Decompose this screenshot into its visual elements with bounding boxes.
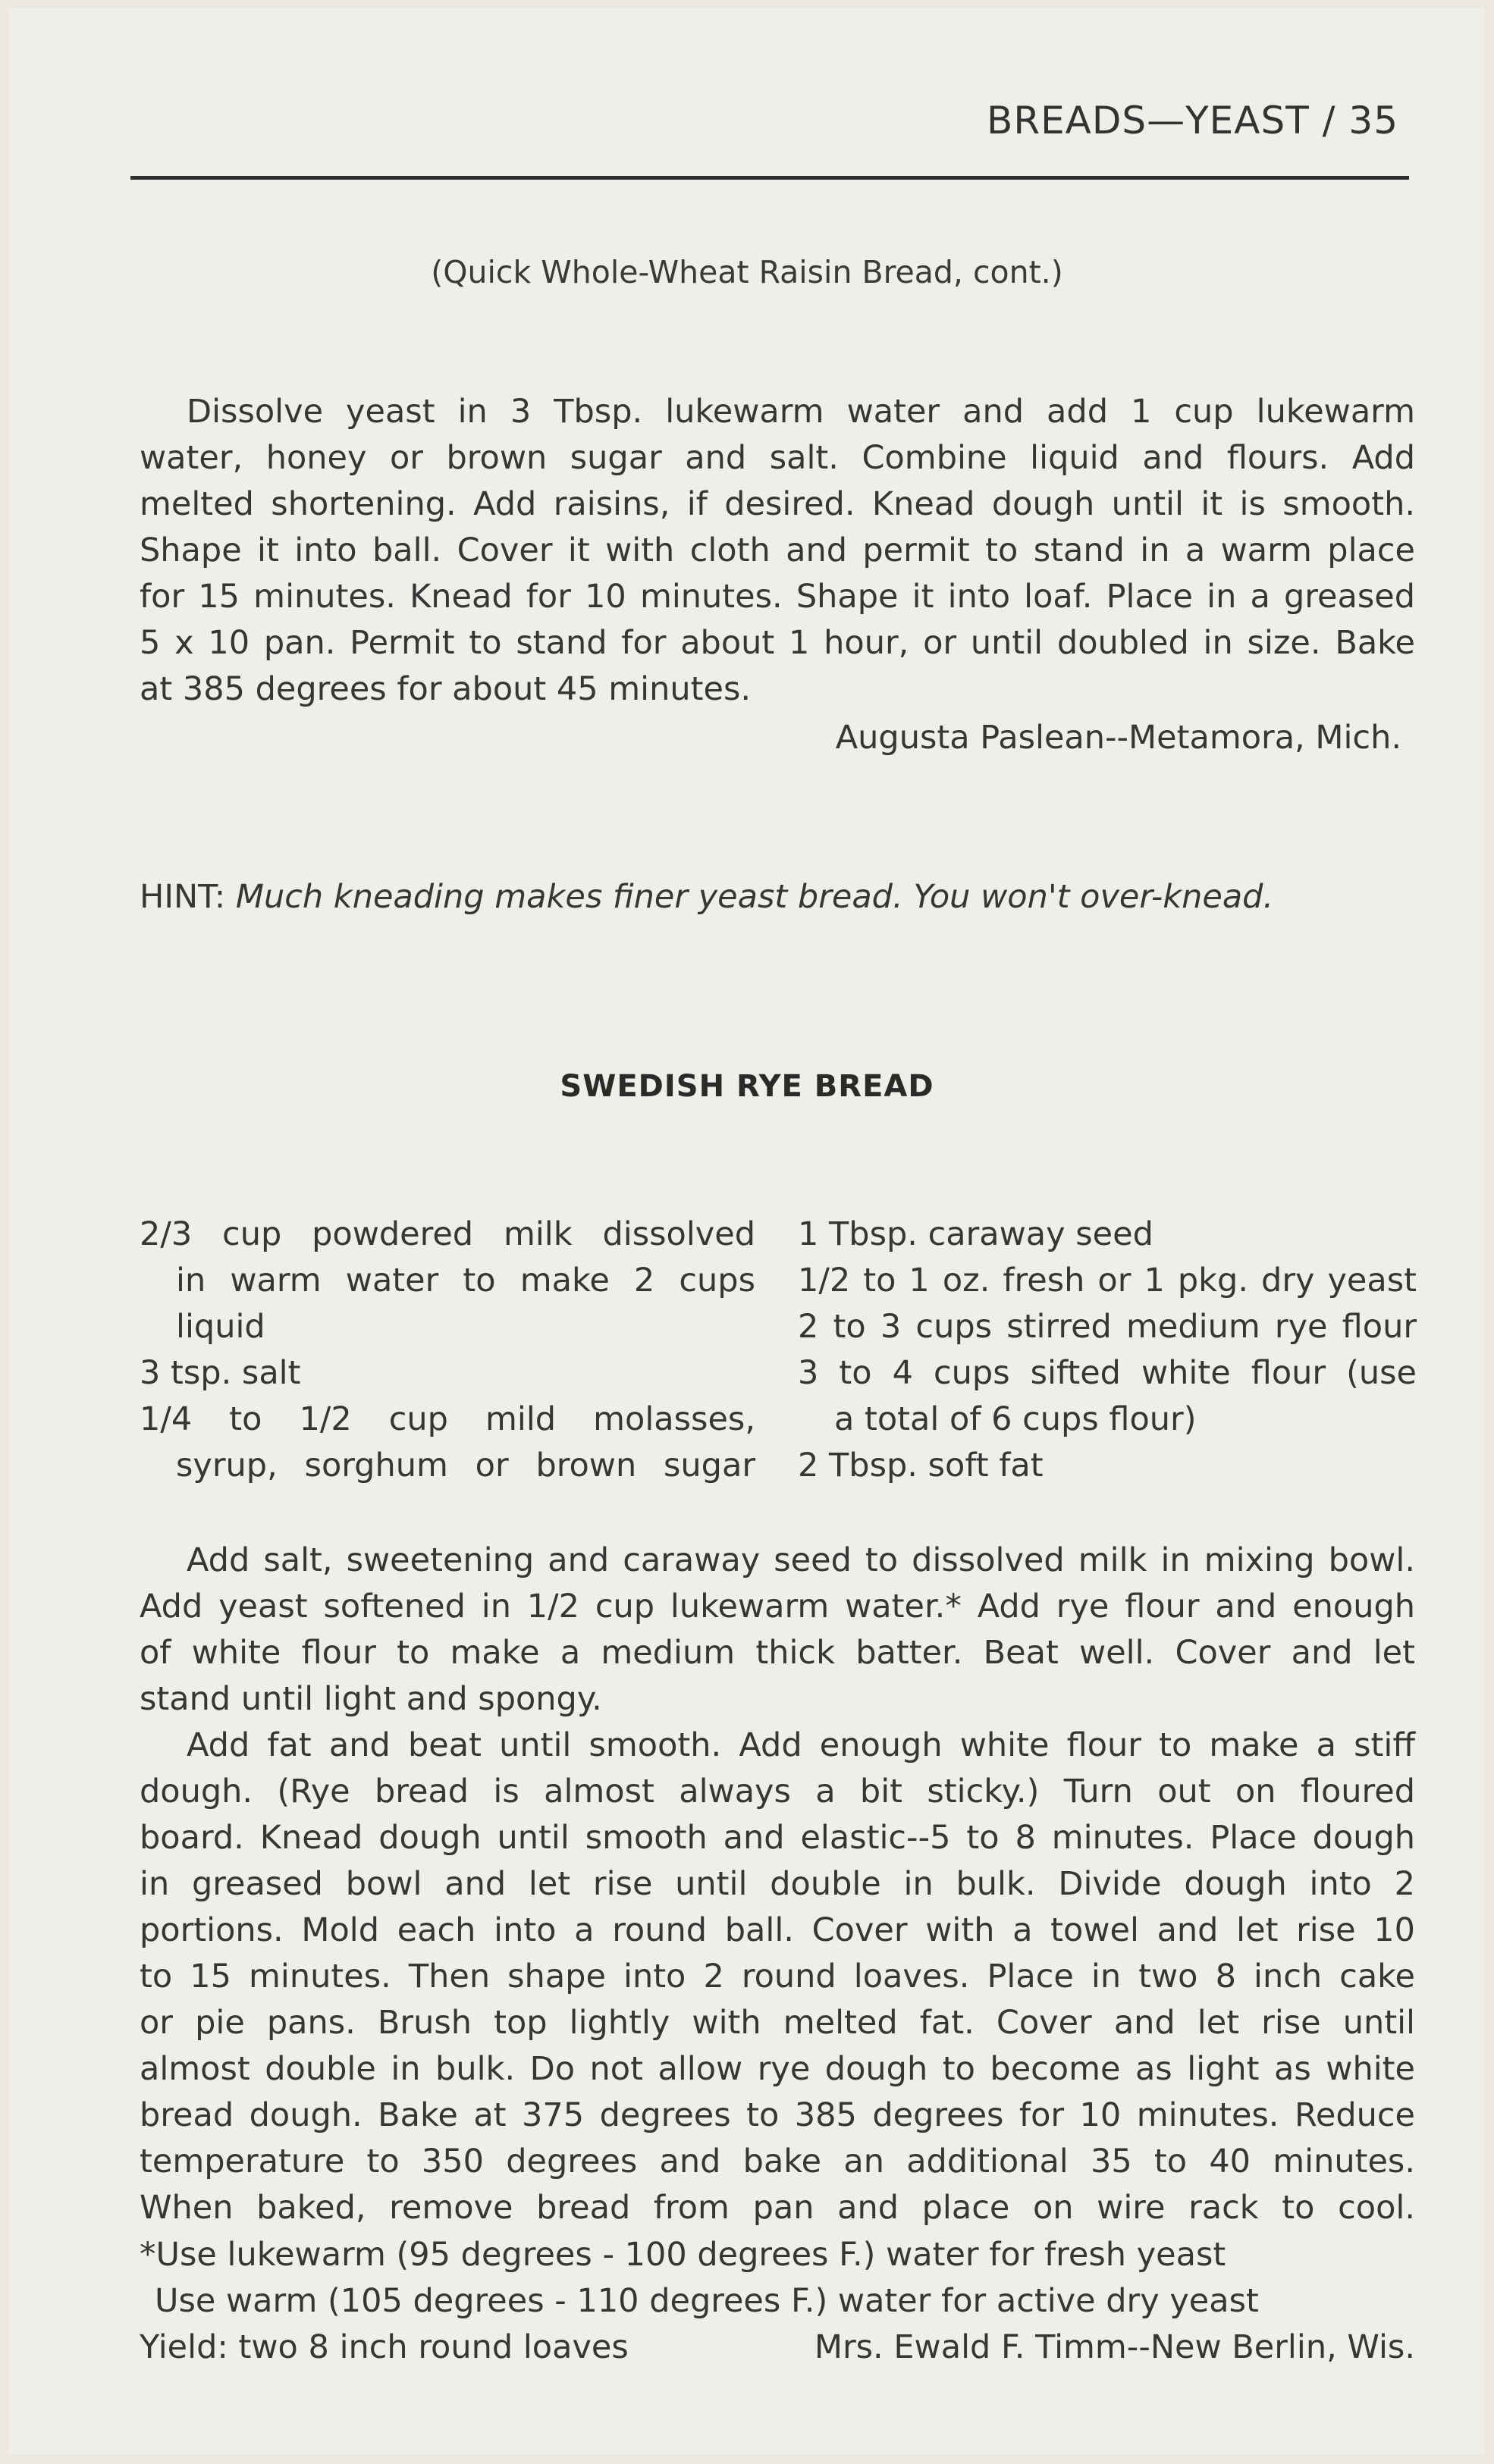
ingredient-line: syrup, sorghum or brown sugar [176, 1447, 755, 1484]
text-line: to 15 minutes. Then shape into 2 round loaves. Place in two 8 inch cake [140, 1958, 1415, 1995]
running-head: BREADS—YEAST / 35 [987, 99, 1398, 143]
text-line: temperature to 350 degrees and bake an additional 35 to 40 minutes. [140, 2143, 1415, 2180]
ingredient-line: liquid [176, 1308, 265, 1346]
ingredients-left-column [140, 1212, 755, 1489]
ingredient-line: 2 Tbsp. soft fat [798, 1447, 1044, 1484]
text-line: in greased bowl and let rise until double in bulk. Divide dough into 2 [140, 1865, 1415, 1903]
text-line: Shape it into ball. Cover it with cloth and permit to stand in a warm place [140, 531, 1415, 569]
text-line: Add salt, sweetening and caraway seed to dissolved milk in mixing bowl. [187, 1541, 1415, 1579]
ingredient-line: 3 to 4 cups sifted white flour (use [798, 1354, 1417, 1392]
text-line: Dissolve yeast in 3 Tbsp. lukewarm water and add 1 cup lukewarm [187, 393, 1415, 431]
rye-attribution: Mrs. Ewald F. Timm--New Berlin, Wis. [814, 2328, 1415, 2366]
header-rule [130, 176, 1409, 180]
text-line: water, honey or brown sugar and salt. Combine liquid and flours. Add [140, 439, 1415, 477]
ingredient-line: in warm water to make 2 cups [176, 1262, 755, 1299]
quick-bread-instructions [140, 389, 1415, 713]
ingredient-line: 1 Tbsp. caraway seed [798, 1215, 1153, 1253]
yield-row [140, 2324, 1415, 2371]
text-line: portions. Mold each into a round ball. Cover with a towel and let rise 10 [140, 1911, 1415, 1949]
footnote-fresh-yeast: *Use lukewarm (95 degrees - 100 degrees F.) water for fresh yeast [140, 2236, 1226, 2274]
text-line: 5 x 10 pan. Permit to stand for about 1 hour, or until doubled in size. Bake [140, 624, 1415, 662]
text-line: at 385 degrees for about 45 minutes. [140, 670, 752, 708]
cookbook-page [9, 8, 1485, 2455]
text-line: Add fat and beat until smooth. Add enough white flour to make a stiff [187, 1726, 1415, 1764]
text-line: almost double in bulk. Do not allow rye dough to become as light as white [140, 2050, 1415, 2088]
rye-paragraph-1 [140, 1538, 1415, 1723]
text-line: dough. (Rye bread is almost always a bit sticky.) Turn out on floured [140, 1773, 1415, 1810]
hint-text: Much kneading makes finer yeast bread. You won't over-knead. [235, 878, 1274, 916]
text-line: stand until light and spongy. [140, 1680, 602, 1718]
ingredient-line: 1/4 to 1/2 cup mild molasses, [140, 1400, 755, 1438]
text-line: for 15 minutes. Knead for 10 minutes. Shape it into loaf. Place in a greased [140, 578, 1415, 616]
hint [140, 878, 1273, 916]
footnote-dry-yeast: Use warm (105 degrees - 110 degrees F.) water for active dry yeast [155, 2282, 1259, 2320]
ingredient-line: 1/2 to 1 oz. fresh or 1 pkg. dry yeast [798, 1262, 1417, 1299]
text-line: Add yeast softened in 1/2 cup lukewarm water.* Add rye flour and enough [140, 1588, 1415, 1625]
ingredient-line: 2/3 cup powdered milk dissolved [140, 1215, 755, 1253]
continuation-note: (Quick Whole-Wheat Raisin Bread, cont.) [431, 254, 1063, 290]
ingredient-line: 3 tsp. salt [140, 1354, 301, 1392]
footnotes [140, 2232, 1415, 2371]
quick-bread-attribution: Augusta Paslean--Metamora, Mich. [835, 719, 1401, 757]
text-line: of white flour to make a medium thick batter. Beat well. Cover and let [140, 1634, 1415, 1672]
text-line: bread dough. Bake at 375 degrees to 385 degrees for 10 minutes. Reduce [140, 2096, 1415, 2134]
hint-label: HINT: [140, 878, 226, 916]
text-line: melted shortening. Add raisins, if desired. Knead dough until it is smooth. [140, 485, 1415, 523]
ingredient-line: a total of 6 cups flour) [834, 1400, 1197, 1438]
text-line: or pie pans. Brush top lightly with melted fat. Cover and let rise until [140, 2004, 1415, 2042]
recipe-title: SWEDISH RYE BREAD [560, 1069, 934, 1104]
rye-paragraph-2 [140, 1723, 1415, 2231]
text-line: board. Knead dough until smooth and elastic--5 to 8 minutes. Place dough [140, 1819, 1415, 1857]
ingredients-right-column [798, 1212, 1417, 1489]
ingredient-line: 2 to 3 cups stirred medium rye flour [798, 1308, 1417, 1346]
yield-text: Yield: two 8 inch round loaves [140, 2328, 629, 2366]
text-line: When baked, remove bread from pan and place on wire rack to cool. [140, 2189, 1415, 2227]
